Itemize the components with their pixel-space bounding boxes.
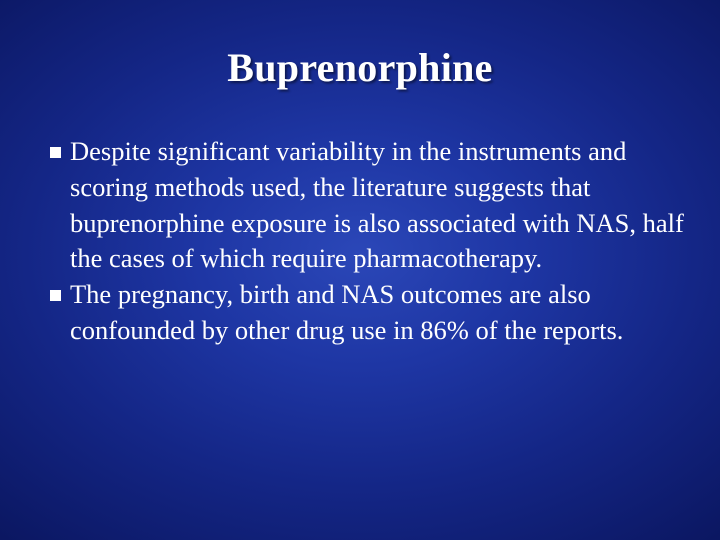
square-bullet-icon: [50, 147, 61, 158]
bullet-list: [50, 134, 690, 349]
bullet-item: [50, 277, 690, 349]
square-bullet-icon: [50, 290, 61, 301]
slide-title: Buprenorphine: [227, 45, 493, 90]
bullet-text: The pregnancy, birth and NAS outcomes are also confounded by other drug use in 86% of the reports.: [70, 279, 624, 345]
bullet-item: [50, 134, 690, 277]
bullet-text: Despite significant variability in the instruments and scoring methods used, the literature suggests that buprenorphine exposure is also associated with NAS, half the cases of which require pharmacotherapy.: [70, 136, 684, 274]
